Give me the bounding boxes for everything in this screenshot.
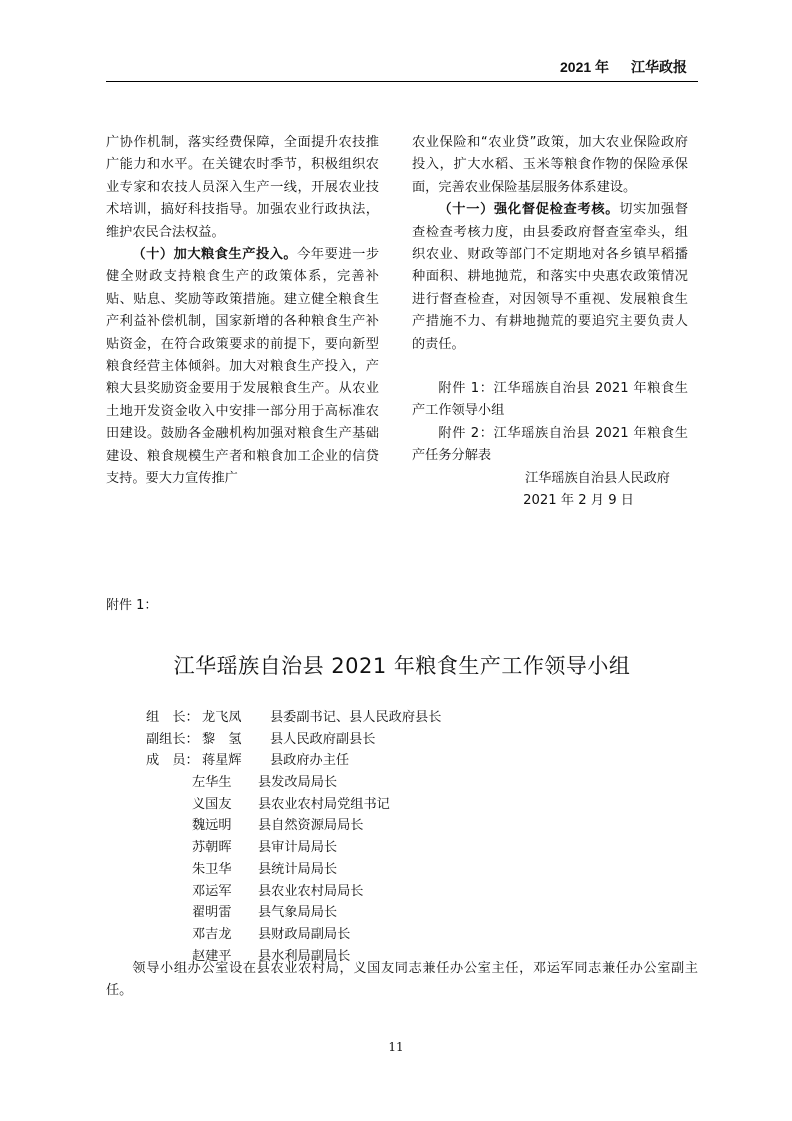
roster-name: 黎 氢 [202,731,242,747]
running-header [560,55,690,79]
roster-row [146,815,706,837]
roster-title: 县气象局局长 [258,905,338,921]
section-10 [106,244,379,490]
office-note [106,958,698,1002]
roster-row [146,924,706,946]
attachment-1-ref: 附件 1：江华瑶族自治县 2021 年粮食生产工作领导小组 [412,381,688,419]
office-note-text: 领导小组办公室设在县农业农村局，义国友同志兼任办公室主任，邓运军同志兼任办公室副主任。 [106,961,698,998]
roster-role: 成 员： [146,753,199,769]
header-year: 2021 年 [560,59,610,75]
roster-row [146,902,706,924]
section-10-heading: （十）加大粮食生产投入。 [132,247,298,263]
roster-row [146,859,706,881]
roster-name: 邓运军 [192,883,232,899]
spacer [412,356,688,378]
roster-row [146,837,706,859]
roster-row [146,729,706,751]
roster-name: 蒋星辉 [202,753,242,769]
roster-row [146,707,706,729]
roster-title: 县委副书记、县人民政府县长 [270,710,442,725]
roster-role: 副组长： [146,731,199,747]
header-rule [106,81,698,82]
page-number: 11 [388,1040,404,1054]
section-10-body: 今年要进一步健全财政支持粮食生产的政策体系，完善补贴、贴息、奖励等政策措施。建立健全粮食生产利益补偿机制，国家新增的各种粮食生产补贴资金，在符合政策要求的前提下，要向新型粮食经营主体倾斜。加大对粮食生产投入，产粮大县奖励资金要用于发展粮食生产。从农业土地开发资金收入中安排一部分用于高标准农田建设。鼓励各金融机构加强对粮食生产基础建设、粮食规模生产者和粮食加工企业的信贷支持。要大力宣传推广 [106,247,380,487]
roster-name: 龙飞凤 [202,710,242,725]
paragraph-continuation: 广协作机制，落实经费保障，全面提升农技推广能力和水平。在关键农时季节，积极组织农业专家和农技人员深入生产一线，开展农业技术培训，搞好科技指导。加强农业行政执法，维护农民合法权益。 [106,135,379,240]
roster [146,707,706,967]
section-11-heading: （十一）强化督促检查考核。 [438,202,620,218]
roster-name: 朱卫华 [192,861,232,877]
roster-title: 县农业农村局党组书记 [258,796,390,812]
roster-role: 组 长： [146,710,199,725]
roster-row [146,794,706,816]
signature: 江华瑶族自治县人民政府 [524,470,670,486]
roster-name: 邓吉龙 [192,926,232,942]
roster-row [146,750,706,772]
roster-name: 赵建平 [192,948,232,964]
roster-title: 县政府办主任 [270,753,350,769]
roster-row [146,772,706,794]
appendix-label: 附件 1： [106,598,158,613]
roster-title: 县农业农村局局长 [258,883,364,899]
roster-title: 县自然资源局局长 [258,818,364,834]
roster-name: 魏远明 [192,818,232,834]
roster-title: 县发改局局长 [258,775,338,791]
header-publication: 江华政报 [631,59,688,75]
roster-name: 义国友 [192,796,232,812]
paragraph-continuation-right: 农业保险和“农业贷”政策，加大农业保险政府投入，扩大水稻、玉米等粮食作物的保险承保面，完善农业保险基层服务体系建设。 [412,135,688,195]
roster-name: 左华生 [192,775,232,791]
roster-title: 县水利局副局长 [258,948,351,964]
roster-title: 县审计局局长 [258,840,338,856]
attachment-2-ref: 附件 2：江华瑶族自治县 2021 年粮食生产任务分解表 [412,425,688,464]
left-column [106,132,379,491]
appendix-title: 江华瑶族自治县 2021 年粮食生产工作领导小组 [173,654,631,678]
roster-title: 县人民政府副县长 [270,731,376,747]
roster-name: 苏朝晖 [192,840,232,856]
section-11-body: 切实加强督查检查考核力度，由县委政府督查室牵头，组织农业、财政等部门不定期地对各乡镇早稻播种面积、耕地抛荒，和落实中央惠农政策情况进行督查检查，对因领导不重视、发展粮食生产措施不力、有耕地抛荒的要追究主要负责人的责任。 [412,202,689,352]
roster-title: 县统计局局长 [258,861,338,877]
roster-title: 县财政局副局长 [258,926,351,942]
section-11 [412,199,688,356]
right-column [412,132,688,513]
signature-date: 2021 年 2 月 9 日 [523,493,634,509]
roster-row [146,881,706,903]
roster-name: 翟明雷 [192,905,232,921]
